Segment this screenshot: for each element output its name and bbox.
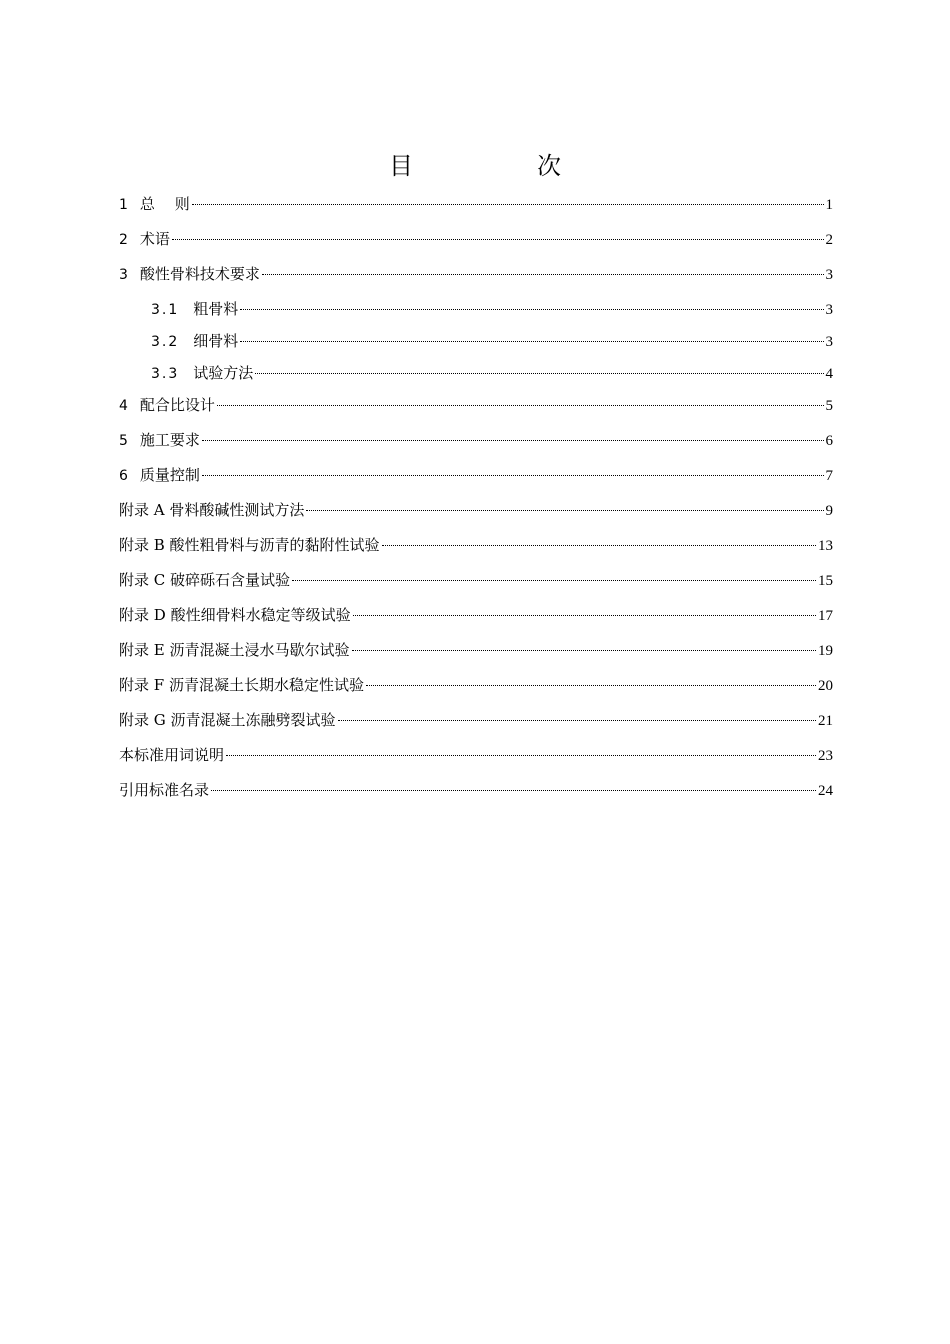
dot-leader [353, 615, 816, 616]
table-of-contents [119, 190, 833, 811]
page-title: 目 次 [389, 152, 611, 180]
dot-leader [338, 720, 816, 721]
toc-entry-label: 术语 [139, 230, 170, 248]
dot-leader [255, 373, 823, 374]
toc-entry-page: 13 [818, 538, 833, 554]
toc-entry-number: 3.3 [151, 366, 180, 382]
toc-entry-4[interactable] [119, 391, 833, 426]
toc-entry-label: 配合比设计 [139, 396, 215, 414]
toc-entry-appendix-e[interactable] [119, 636, 833, 671]
toc-entry-3[interactable] [119, 260, 833, 295]
toc-entry-label: 质量控制 [139, 466, 200, 484]
toc-entry-appendix-a[interactable] [119, 496, 833, 531]
toc-entry-3-3[interactable] [119, 359, 833, 391]
toc-entry-label: 施工要求 [139, 431, 200, 449]
dot-leader [172, 239, 824, 240]
toc-entry-appendix-c[interactable] [119, 566, 833, 601]
toc-entry-appendix-d[interactable] [119, 601, 833, 636]
toc-entry-number: 4 [119, 398, 128, 414]
toc-entry-page: 19 [818, 643, 833, 659]
toc-entry-label: 附录 D 酸性细骨料水稳定等级试验 [119, 606, 351, 624]
toc-entry-label: 酸性骨料技术要求 [139, 265, 260, 283]
toc-entry-page: 9 [825, 503, 833, 519]
dot-leader [211, 790, 816, 791]
toc-entry-5[interactable] [119, 426, 833, 461]
toc-entry-appendix-f[interactable] [119, 671, 833, 706]
toc-entry-appendix-b[interactable] [119, 531, 833, 566]
toc-entry-label: 附录 E 沥青混凝土浸水马歇尔试验 [119, 641, 350, 659]
dot-leader [292, 580, 816, 581]
toc-entry-appendix-g[interactable] [119, 706, 833, 741]
dot-leader [352, 650, 817, 651]
toc-entry-2[interactable] [119, 225, 833, 260]
toc-entry-3-2[interactable] [119, 327, 833, 359]
toc-entry-label: 引用标准名录 [119, 781, 210, 799]
dot-leader [202, 440, 824, 441]
dot-leader [240, 309, 823, 310]
toc-entry-label: 本标准用词说明 [119, 746, 225, 764]
toc-entry-number: 1 [119, 197, 128, 213]
dot-leader [217, 405, 824, 406]
toc-entry-3-1[interactable] [119, 295, 833, 327]
toc-entry-page: 5 [825, 398, 833, 414]
toc-entry-cited-standards[interactable] [119, 776, 833, 811]
dot-leader [382, 545, 816, 546]
toc-entry-page: 15 [818, 573, 833, 589]
toc-entry-page: 21 [818, 713, 833, 729]
toc-entry-label: 附录 F 沥青混凝土长期水稳定性试验 [119, 676, 364, 694]
dot-leader [366, 685, 816, 686]
toc-entry-page: 17 [818, 608, 833, 624]
toc-entry-number: 5 [119, 433, 128, 449]
dot-leader [226, 755, 816, 756]
toc-entry-label: 附录 A 骨料酸碱性测试方法 [119, 501, 305, 519]
toc-entry-label: 附录 G 沥青混凝土冻融劈裂试验 [119, 711, 336, 729]
toc-entry-number: 2 [119, 232, 128, 248]
dot-leader [240, 341, 823, 342]
toc-entry-number: 3.2 [151, 334, 180, 350]
toc-entry-label: 附录 C 破碎砾石含量试验 [119, 571, 291, 589]
toc-entry-page: 3 [825, 334, 833, 350]
dot-leader [306, 510, 823, 511]
toc-entry-page: 3 [825, 267, 833, 283]
toc-entry-page: 6 [825, 433, 833, 449]
toc-entry-page: 23 [818, 748, 833, 764]
toc-entry-page: 2 [825, 232, 833, 248]
toc-entry-label: 附录 B 酸性粗骨料与沥青的黏附性试验 [119, 536, 380, 554]
toc-entry-label: 总 则 [139, 195, 190, 213]
toc-entry-page: 7 [825, 468, 833, 484]
toc-entry-6[interactable] [119, 461, 833, 496]
toc-entry-page: 20 [818, 678, 833, 694]
toc-entry-label: 试验方法 [193, 364, 254, 382]
toc-entry-page: 24 [818, 783, 833, 799]
toc-entry-number: 3.1 [151, 302, 180, 318]
toc-entry-page: 4 [825, 366, 833, 382]
toc-entry-page: 1 [825, 197, 833, 213]
dot-leader [262, 274, 824, 275]
toc-entry-number: 6 [119, 468, 128, 484]
toc-entry-1[interactable] [119, 190, 833, 225]
toc-entry-wording-explanation[interactable] [119, 741, 833, 776]
toc-entry-label: 细骨料 [193, 332, 239, 350]
toc-entry-page: 3 [825, 302, 833, 318]
toc-entry-label: 粗骨料 [193, 300, 239, 318]
dot-leader [202, 475, 824, 476]
toc-entry-number: 3 [119, 267, 128, 283]
dot-leader [192, 204, 824, 205]
